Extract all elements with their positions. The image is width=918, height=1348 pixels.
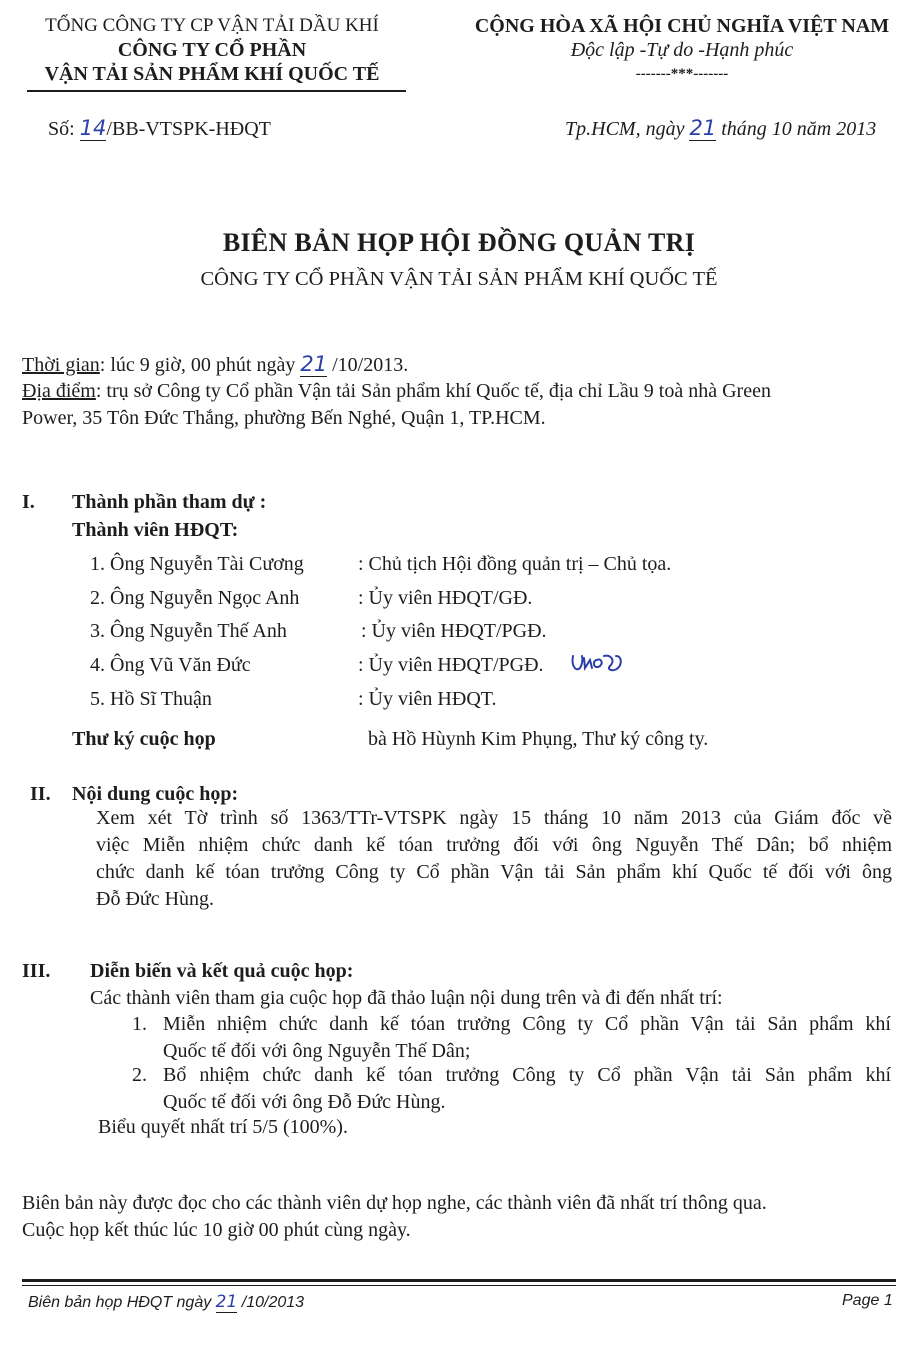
- list-item: Bổ nhiệm chức danh kế tóan trưởng Công ty Cổ phần Vận tải Sản phẩm khí Quốc tế đối với ông Đỗ Đức Hùng.: [163, 1064, 891, 1113]
- national-motto-block: [462, 14, 902, 86]
- initials-mark: [570, 650, 642, 676]
- vote-result: Biểu quyết nhất trí 5/5 (100%).: [98, 1116, 348, 1138]
- footer-divider: [22, 1279, 896, 1282]
- list-item-number: 1.: [132, 1013, 147, 1035]
- section-heading: Diễn biến và kết quả cuộc họp:: [90, 960, 354, 982]
- country-name: CỘNG HÒA XÃ HỘI CHỦ NGHĨA VIỆT NAM: [474, 15, 890, 37]
- motto: Độc lập -Tự do -Hạnh phúc: [570, 39, 794, 61]
- handwritten-day: 21: [300, 352, 328, 376]
- meeting-location: Địa điểm: trụ sở Công ty Cổ phần Vận tải Sản phẩm khí Quốc tế, địa chỉ Lầu 9 toà nhà Green: [22, 380, 771, 402]
- handwritten-day: 21: [689, 116, 717, 140]
- section-body: Xem xét Tờ trình số 1363/TTr-VTSPK ngày 15 tháng 10 năm 2013 của Giám đốc về việc Miễn nhiệm chức danh kế tóan trưởng đối với ông Nguyễn Thế Dân; bổ nhiệm chức danh kế tóan trưởng Công ty Cổ phần Vận tải Sản phẩm khí Quốc tế đối với ông Đỗ Đức Hùng.: [96, 807, 892, 910]
- section-number: I.: [22, 491, 35, 513]
- company-name: VẬN TẢI SẢN PHẨM KHÍ QUỐC TẾ: [44, 63, 380, 85]
- page-number: Page 1: [842, 1292, 893, 1309]
- closing-line: Biên bản này được đọc cho các thành viên dự họp nghe, các thành viên đã nhất trí thông qua.: [22, 1192, 767, 1214]
- section-subheading: Thành viên HĐQT:: [72, 519, 239, 541]
- footer-divider: [22, 1285, 896, 1286]
- meeting-time: Thời gian: lúc 9 giờ, 00 phút ngày 21 /10/2013.: [22, 352, 409, 376]
- section-heading: Thành phần tham dự :: [72, 491, 267, 513]
- issuer-block: [20, 14, 404, 86]
- parent-company: TỔNG CÔNG TY CP VẬN TẢI DẦU KHÍ: [45, 15, 379, 36]
- section-intro: Các thành viên tham gia cuộc họp đã thảo luận nội dung trên và đi đến nhất trí:: [90, 987, 723, 1009]
- handwritten-number: 14: [79, 116, 107, 140]
- list-item-number: 2.: [132, 1064, 147, 1086]
- document-title: BIÊN BẢN HỌP HỘI ĐỒNG QUẢN TRỊ: [222, 228, 696, 257]
- document-number: Số: 14/BB-VTSPK-HĐQT: [48, 116, 271, 140]
- secretary-value: bà Hồ Hùynh Kim Phụng, Thư ký công ty.: [368, 728, 709, 750]
- header-divider: [27, 90, 406, 92]
- motto-ornament: -------***-------: [635, 66, 729, 82]
- document-date: Tp.HCM, ngày 21 tháng 10 năm 2013: [565, 116, 877, 140]
- section-number: III.: [22, 960, 51, 982]
- list-item: Miễn nhiệm chức danh kế tóan trưởng Công ty Cổ phần Vận tải Sản phẩm khí Quốc tế đối với ông Nguyễn Thế Dân;: [163, 1013, 891, 1062]
- closing-line: Cuộc họp kết thúc lúc 10 giờ 00 phút cùng ngày.: [22, 1219, 411, 1241]
- section-number: II.: [30, 783, 51, 805]
- handwritten-day: 21: [215, 1292, 238, 1312]
- secretary-label: Thư ký cuộc họp: [72, 728, 216, 750]
- company-type: CÔNG TY CỔ PHẦN: [117, 39, 307, 61]
- document-subtitle: CÔNG TY CỔ PHẦN VẬN TẢI SẢN PHẨM KHÍ QUỐC TẾ: [200, 268, 718, 290]
- footer-caption: Biên bản họp HĐQT ngày 21 /10/2013: [28, 1292, 305, 1312]
- meeting-location-cont: Power, 35 Tôn Đức Thắng, phường Bến Nghé, Quận 1, TP.HCM.: [22, 407, 546, 429]
- section-heading: Nội dung cuộc họp:: [72, 783, 239, 805]
